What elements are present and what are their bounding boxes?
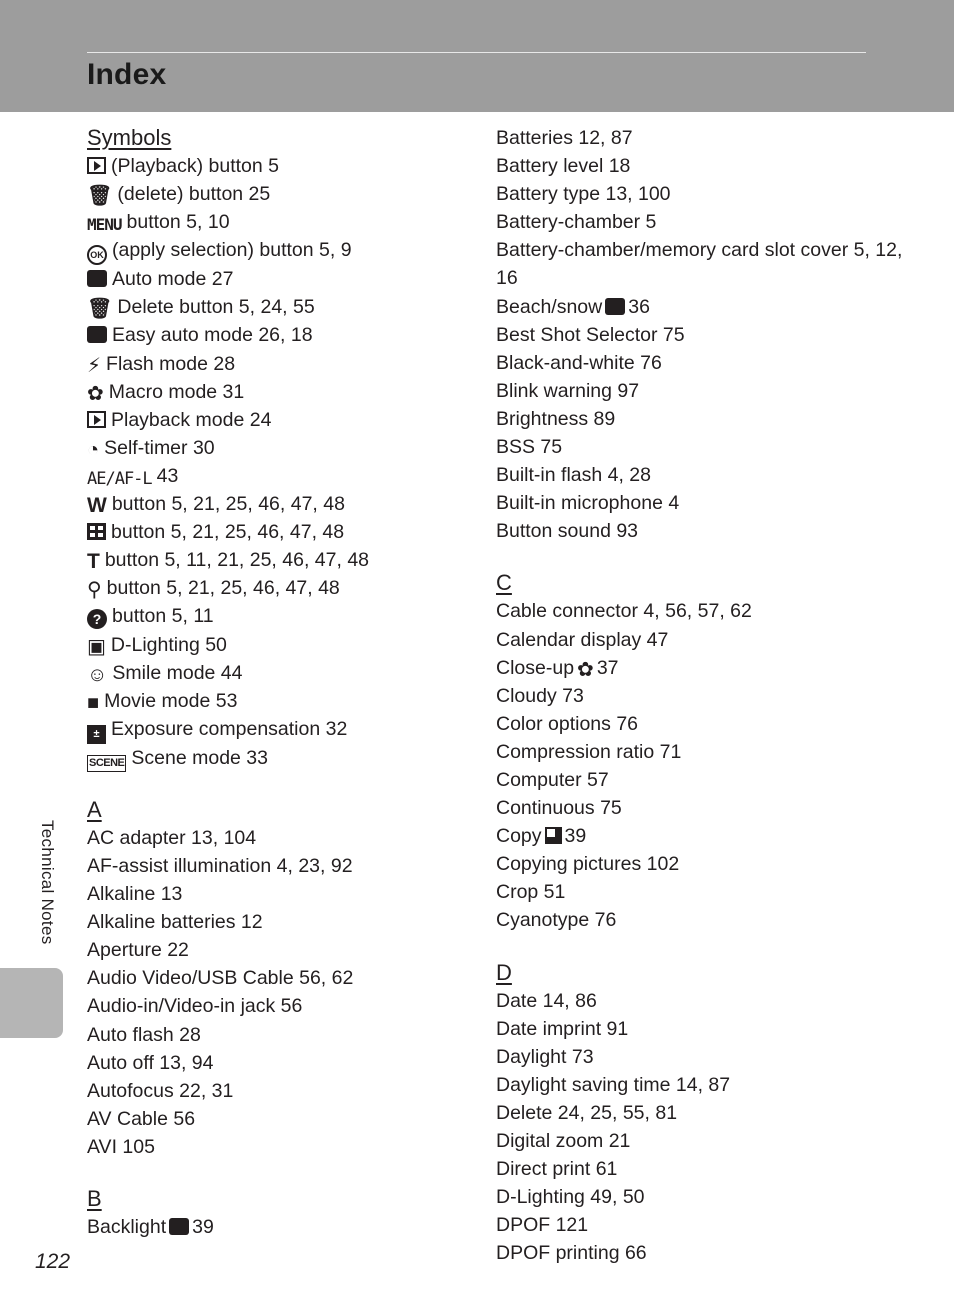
scene-icon: SCENE	[87, 755, 126, 772]
page-title: Index	[87, 58, 167, 91]
section-heading-b: B	[87, 1186, 102, 1211]
index-entry: Battery type 13, 100	[496, 183, 671, 206]
beach-snow-icon	[605, 298, 625, 315]
close-up-icon: ✿	[577, 658, 594, 681]
zoom-icon: ⚲	[87, 579, 102, 602]
index-entry: Battery-chamber 5	[496, 211, 657, 234]
tele-icon: T	[87, 550, 100, 574]
trash-icon: 🗑	[87, 298, 113, 321]
index-entry: Battery-chamber/memory card slot cover 5, 12, 16	[496, 239, 903, 290]
index-entry: Color options 76	[496, 712, 639, 735]
index-entry: AF-assist illumination 4, 23, 92	[87, 854, 353, 877]
index-entry: Brightness 89	[496, 407, 616, 430]
index-entry: Calendar display 47	[496, 628, 669, 651]
index-entry: W button 5, 21, 25, 46, 47, 48	[87, 493, 345, 518]
index-entry: Direct print 61	[496, 1158, 618, 1181]
index-entry: Cable connector 4, 56, 57, 62	[496, 600, 752, 623]
index-entry: Continuous 75	[496, 797, 622, 820]
index-entry: button 5, 21, 25, 46, 47, 48	[87, 518, 477, 546]
section-heading-c: C	[496, 570, 512, 596]
index-entry: BSS 75	[496, 436, 563, 459]
section-heading-d: D	[496, 959, 512, 985]
index-entry: DPOF printing 66	[496, 1242, 647, 1265]
index-entry: Auto off 13, 94	[87, 1051, 214, 1074]
page-number: 122	[35, 1250, 71, 1273]
thumbnail-icon	[87, 523, 106, 540]
index-entry: Close-up ✿ 37	[496, 656, 619, 681]
index-entry: ⚡ Flash mode 28	[87, 352, 236, 377]
index-entry: Cloudy 73	[496, 684, 584, 707]
camera-icon	[87, 270, 107, 287]
index-entry: Daylight 73	[496, 1045, 594, 1068]
index-entry: MENU button 5, 10	[87, 211, 230, 235]
index-entry: (Playback) button 5	[87, 152, 477, 180]
index-entry: D-Lighting 49, 50	[496, 1186, 645, 1209]
index-entry: Button sound 93	[496, 520, 639, 543]
index-entry: ? button 5, 11	[87, 602, 477, 630]
index-entry: AVI 105	[87, 1135, 155, 1158]
index-entry: Aperture 22	[87, 939, 189, 962]
index-entry: Copying pictures 102	[496, 853, 680, 876]
help-icon: ?	[87, 609, 107, 629]
menu-icon: MENU	[87, 215, 122, 235]
index-entry: ◔ Self-timer 30	[87, 436, 215, 461]
index-entry: Blink warning 97	[496, 379, 640, 402]
index-entry: ■ Movie mode 53	[87, 689, 238, 714]
exposure-icon: ±	[87, 725, 106, 744]
index-entry: ☺ Smile mode 44	[87, 661, 243, 686]
index-entry: ± Exposure compensation 32	[87, 715, 477, 744]
movie-icon: ■	[87, 691, 100, 714]
index-entry: Digital zoom 21	[496, 1130, 631, 1152]
index-entry: AV Cable 56	[87, 1107, 196, 1130]
page-header	[0, 0, 954, 112]
index-entry: Backlight 39	[87, 1216, 214, 1238]
index-entry: Delete 24, 25, 55, 81	[496, 1101, 678, 1124]
index-entry: DPOF 121	[496, 1214, 589, 1237]
copy-icon	[545, 827, 562, 844]
index-entry: Date 14, 86	[496, 989, 597, 1012]
index-entry: ✿ Macro mode 31	[87, 380, 245, 405]
index-entry: Autofocus 22, 31	[87, 1079, 234, 1102]
index-entry: Built-in microphone 4	[496, 492, 680, 515]
index-entry: ⚲ button 5, 21, 25, 46, 47, 48	[87, 577, 340, 602]
d-lighting-icon: ▣	[87, 635, 106, 658]
index-entry: Alkaline batteries 12	[87, 911, 263, 934]
playback-icon	[87, 157, 106, 174]
index-entry: AE/AF-L 43	[87, 464, 179, 489]
section-heading-a: A	[87, 796, 102, 822]
index-entry: Auto mode 27	[87, 265, 477, 293]
index-column-left	[87, 124, 477, 1241]
index-entry: OK (apply selection) button 5, 9	[87, 236, 477, 265]
index-entry: Computer 57	[496, 768, 609, 791]
easy-auto-icon	[87, 326, 107, 343]
section-heading-symbols: Symbols	[87, 125, 172, 150]
index-entry: AC adapter 13, 104	[87, 826, 257, 849]
index-entry: Audio-in/Video-in jack 56	[87, 995, 303, 1018]
index-entry: Battery level 18	[496, 155, 631, 178]
index-entry: ▣ D-Lighting 50	[87, 633, 227, 658]
side-tab-marker	[0, 968, 63, 1038]
index-entry: Playback mode 24	[87, 406, 477, 434]
index-entry: Copy 39	[496, 825, 587, 848]
index-entry: Batteries 12, 87	[496, 127, 633, 149]
ae-af-lock-icon: AE/AF-L	[87, 468, 152, 489]
index-entry: Audio Video/USB Cable 56, 62	[87, 967, 354, 990]
smile-icon: ☺	[87, 663, 108, 686]
index-entry: Beach/snow 36	[496, 295, 650, 318]
self-timer-icon: ◔	[87, 438, 100, 461]
index-entry: Daylight saving time 14, 87	[496, 1073, 731, 1096]
index-entry: Compression ratio 71	[496, 740, 682, 763]
index-entry: Built-in flash 4, 28	[496, 464, 652, 487]
index-entry: Alkaline 13	[87, 883, 183, 906]
playback-icon	[87, 411, 106, 428]
index-entry: SCENE Scene mode 33	[87, 744, 477, 772]
index-entry: T button 5, 11, 21, 25, 46, 47, 48	[87, 549, 370, 574]
ok-icon: OK	[87, 245, 107, 265]
index-entry: Cyanotype 76	[496, 909, 617, 932]
index-entry: 🗑 Delete button 5, 24, 55	[87, 296, 315, 321]
index-entry: Crop 51	[496, 881, 566, 904]
index-entry: Easy auto mode 26, 18	[87, 321, 477, 349]
wide-icon: W	[87, 494, 107, 518]
backlight-icon	[169, 1218, 189, 1235]
side-tab-label: Technical Notes	[38, 820, 57, 945]
index-entry: Best Shot Selector 75	[496, 323, 685, 346]
trash-icon: 🗑	[87, 185, 113, 208]
index-entry: Black-and-white 76	[496, 351, 662, 374]
index-column-right	[496, 124, 916, 1267]
macro-icon: ✿	[87, 382, 104, 405]
flash-icon: ⚡	[87, 354, 102, 377]
header-rule	[87, 52, 866, 53]
index-entry: Auto flash 28	[87, 1023, 201, 1046]
index-entry: Date imprint 91	[496, 1017, 629, 1040]
index-entry: 🗑 (delete) button 25	[87, 183, 271, 208]
